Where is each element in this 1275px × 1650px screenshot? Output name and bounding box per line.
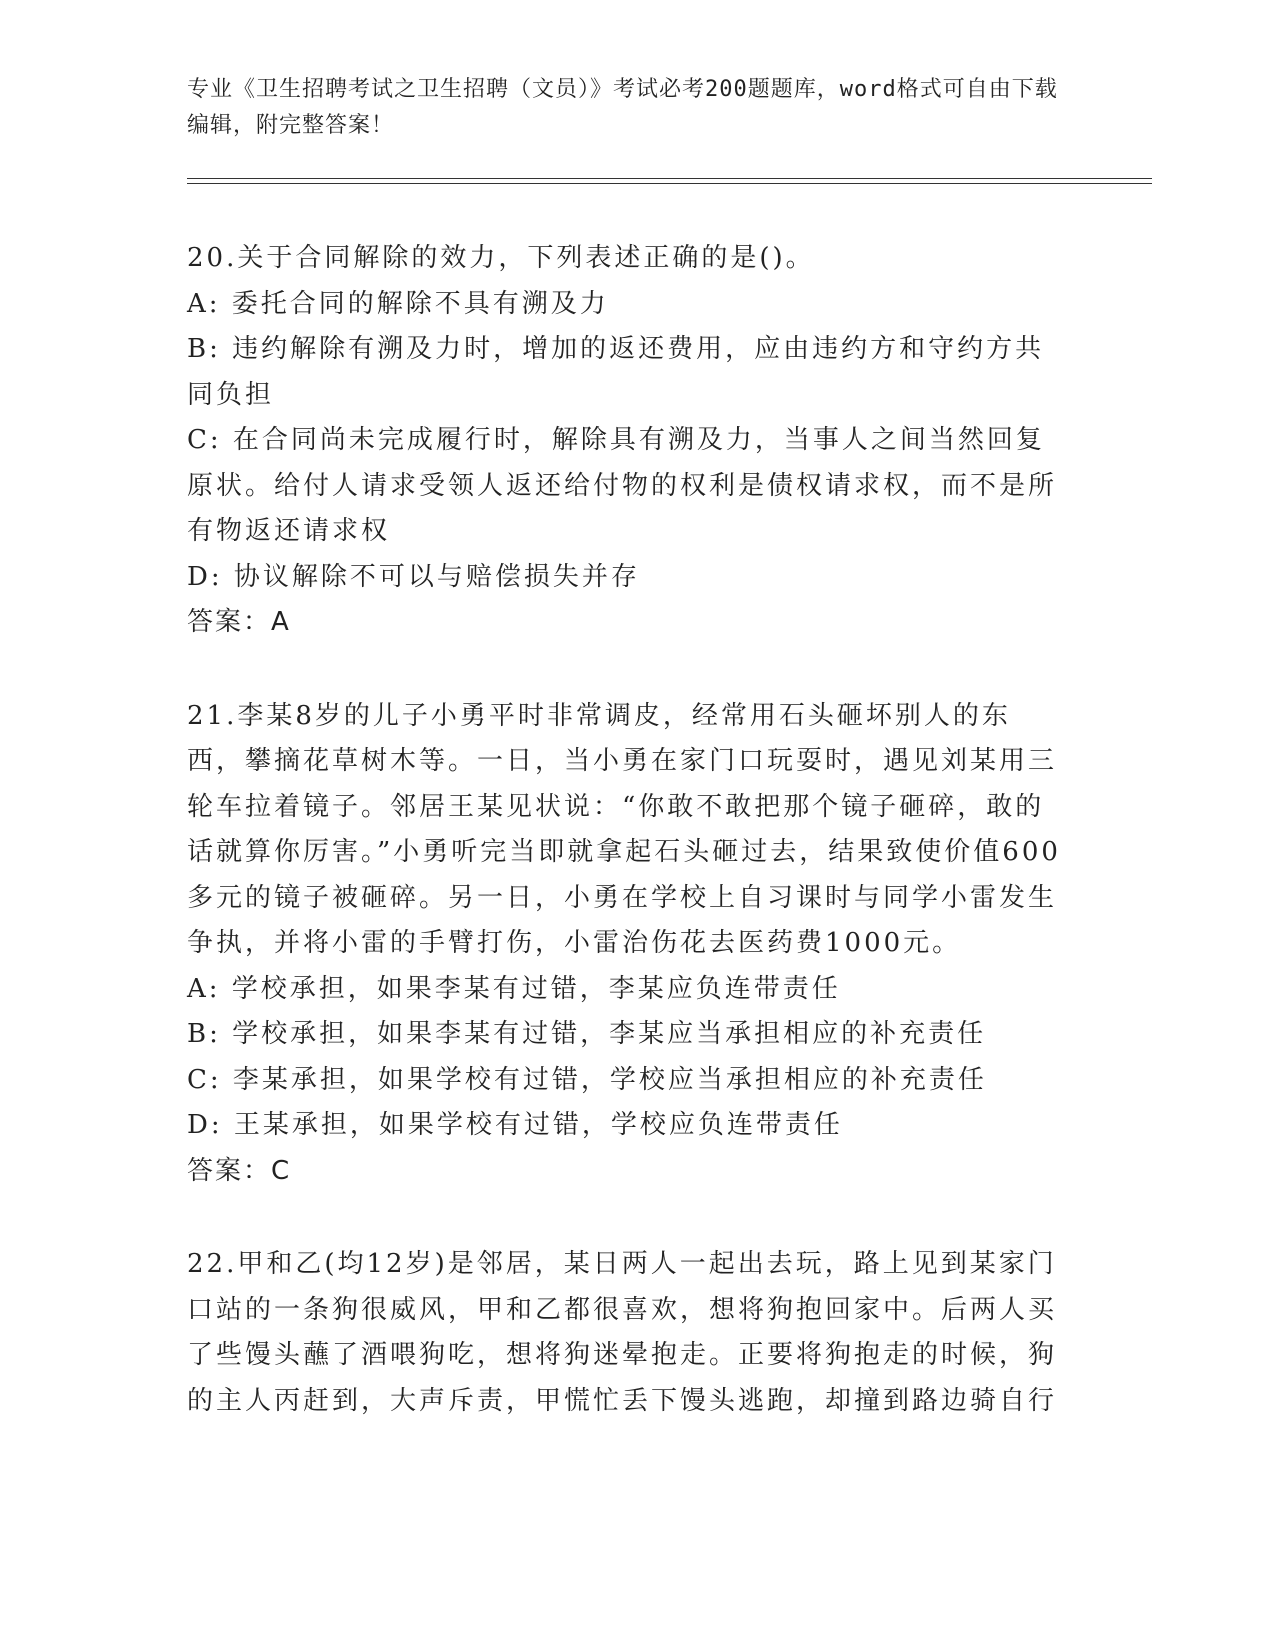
option-c: C: 在合同尚未完成履行时，解除具有溯及力，当事人之间当然回复原状。给付人请求受领人返还给付物的权利是债权请求权，而不是所有物返还请求权 bbox=[187, 425, 1058, 546]
header-divider-bottom bbox=[187, 183, 1152, 184]
question-stem: 21.李某8岁的儿子小勇平时非常调皮，经常用石头砸坏别人的东西，攀摘花草树木等。一日，当小勇在家门口玩耍时，遇见刘某用三轮车拉着镜子。邻居王某见状说：“你敢不敢把那个镜子砸碎，敢的话就算你厉害。”小勇听完当即就拿起石头砸过去，结果致使价值600多元的镜子被砸碎。另一日，小勇在学校上自习课时与同学小雷发生争执，并将小雷的手臂打伤，小雷治伤花去医药费1000元。 bbox=[187, 700, 1061, 958]
question-20 bbox=[187, 236, 1067, 646]
option-d: D: 王某承担，如果学校有过错，学校应负连带责任 bbox=[187, 1110, 843, 1140]
option-d: D: 协议解除不可以与赔偿损失并存 bbox=[187, 561, 640, 592]
document-header: 专业《卫生招聘考试之卫生招聘（文员）》考试必考200题题库，word格式可自由下载编辑，附完整答案！ bbox=[187, 77, 1058, 138]
option-a: A: 学校承担，如果李某有过错，李某应负连带责任 bbox=[187, 973, 841, 1004]
option-b: B: 学校承担，如果李某有过错，李某应当承担相应的补充责任 bbox=[187, 1019, 987, 1049]
question-stem: 22.甲和乙(均12岁)是邻居，某日两人一起出去玩，路上见到某家门口站的一条狗很威风，甲和乙都很喜欢，想将狗抱回家中。后两人买了些馒头蘸了酒喂狗吃，想将狗迷晕抱走。正要将狗抱走的时候，狗的主人丙赶到，大声斥责，甲慌忙丢下馒头逃跑，却撞到路边骑自行 bbox=[187, 1249, 1058, 1416]
question-list bbox=[187, 236, 1067, 1472]
option-c: C: 李某承担，如果学校有过错，学校应当承担相应的补充责任 bbox=[187, 1064, 987, 1095]
answer-label: 答案：A bbox=[187, 607, 291, 637]
header-divider-top bbox=[187, 178, 1152, 179]
answer-label: 答案：C bbox=[187, 1155, 292, 1186]
option-b: B: 违约解除有溯及力时，增加的返还费用，应由违约方和守约方共同负担 bbox=[187, 334, 1045, 410]
question-stem: 20.关于合同解除的效力，下列表述正确的是()。 bbox=[187, 243, 815, 273]
question-22 bbox=[187, 1242, 1067, 1424]
option-a: A: 委托合同的解除不具有溯及力 bbox=[187, 288, 609, 319]
question-21 bbox=[187, 694, 1067, 1195]
